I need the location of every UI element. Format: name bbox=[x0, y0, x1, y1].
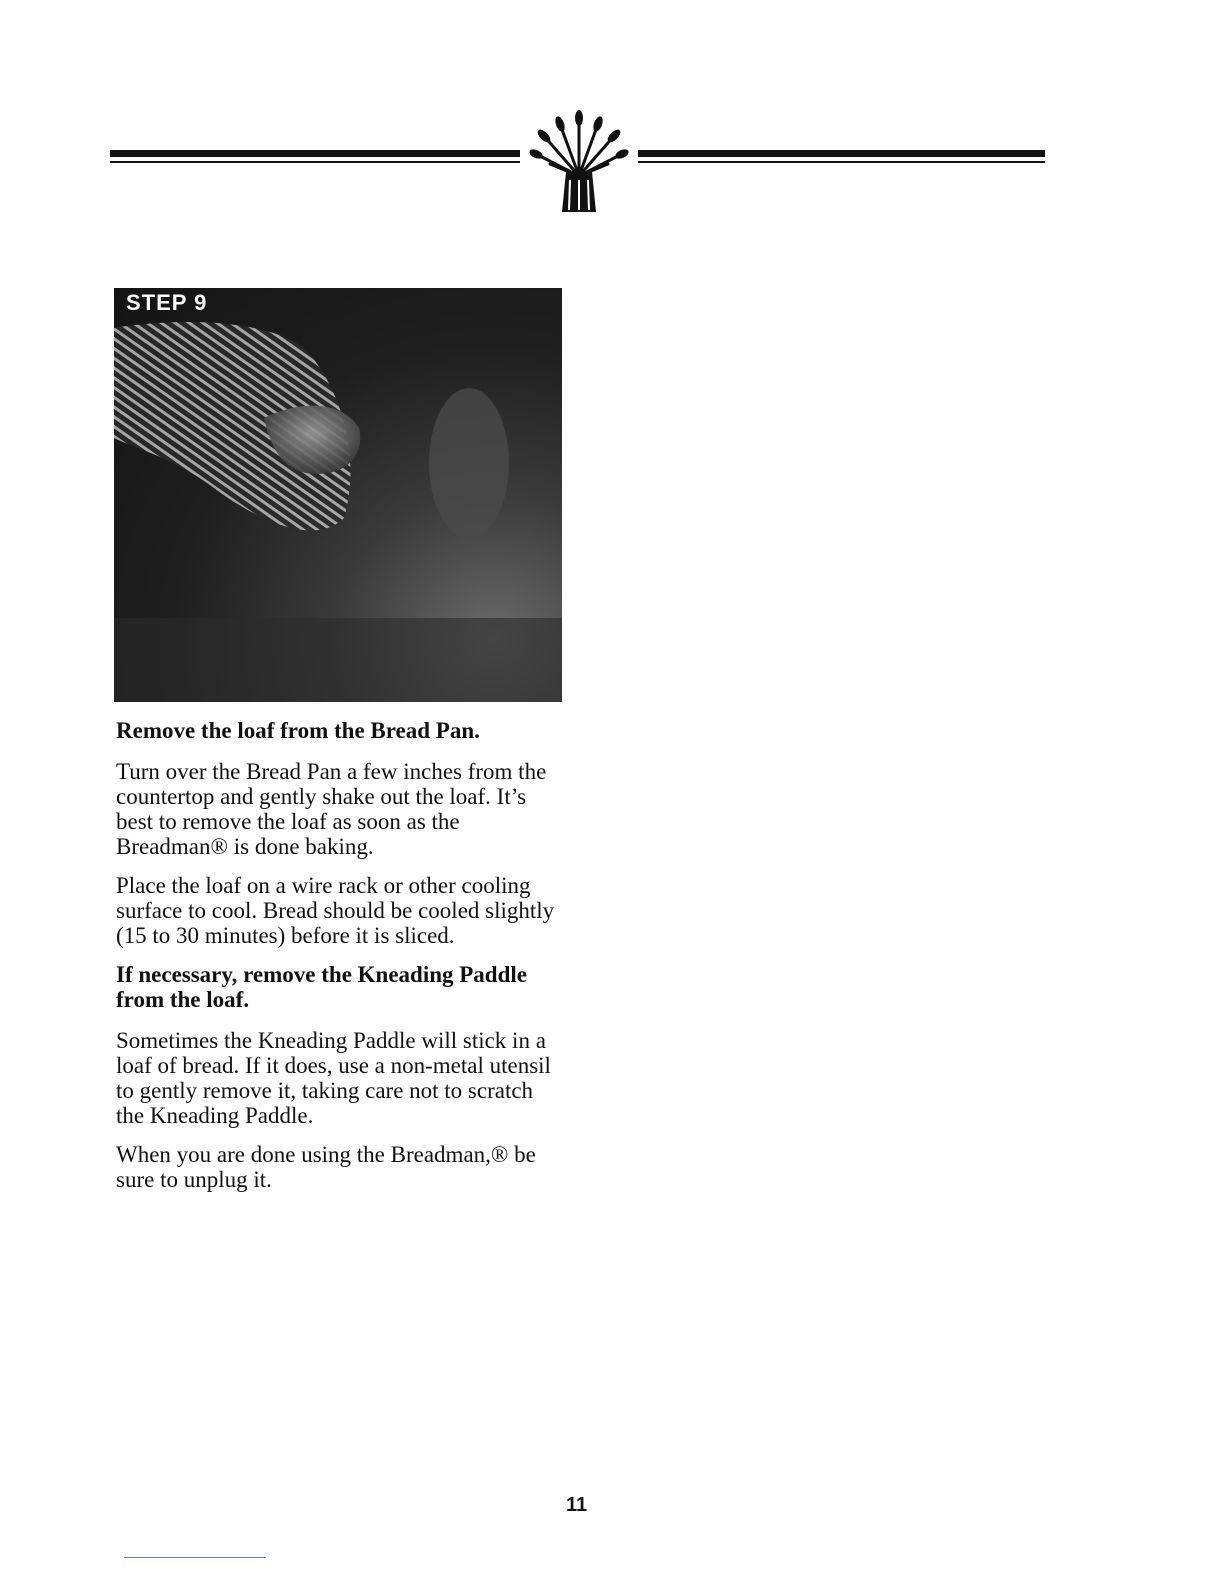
wheat-sheaf-icon bbox=[520, 106, 638, 216]
paragraph-turn-over: Turn over the Bread Pan a few inches from the countertop and gently shake out the loaf. It’s best to remove the loaf as soon as the Breadman® is done baking. bbox=[116, 759, 547, 859]
instructions-content bbox=[116, 718, 566, 1206]
paragraph-unplug: When you are done using the Breadman,® be sure to unplug it. bbox=[116, 1142, 536, 1192]
heading-remove-paddle: If necessary, remove the Kneading Paddle from the loaf. bbox=[116, 962, 527, 1012]
paragraph-paddle-stick: Sometimes the Kneading Paddle will stick in a loaf of bread. If it does, use a non-metal utensil to gently remove it, taking care not to scratch the Kneading Paddle. bbox=[116, 1028, 551, 1128]
step-photo bbox=[114, 288, 562, 702]
paragraph-cooling: Place the loaf on a wire rack or other cooling surface to cool. Bread should be cooled slightly (15 to 30 minutes) before it is sliced. bbox=[116, 873, 555, 948]
step-label: STEP 9 bbox=[126, 290, 208, 315]
page-number: 11 bbox=[566, 1494, 588, 1516]
heading-remove-loaf: Remove the loaf from the Bread Pan. bbox=[116, 718, 480, 743]
footer-rule bbox=[124, 1557, 266, 1558]
bread-pan-photo bbox=[114, 288, 562, 702]
